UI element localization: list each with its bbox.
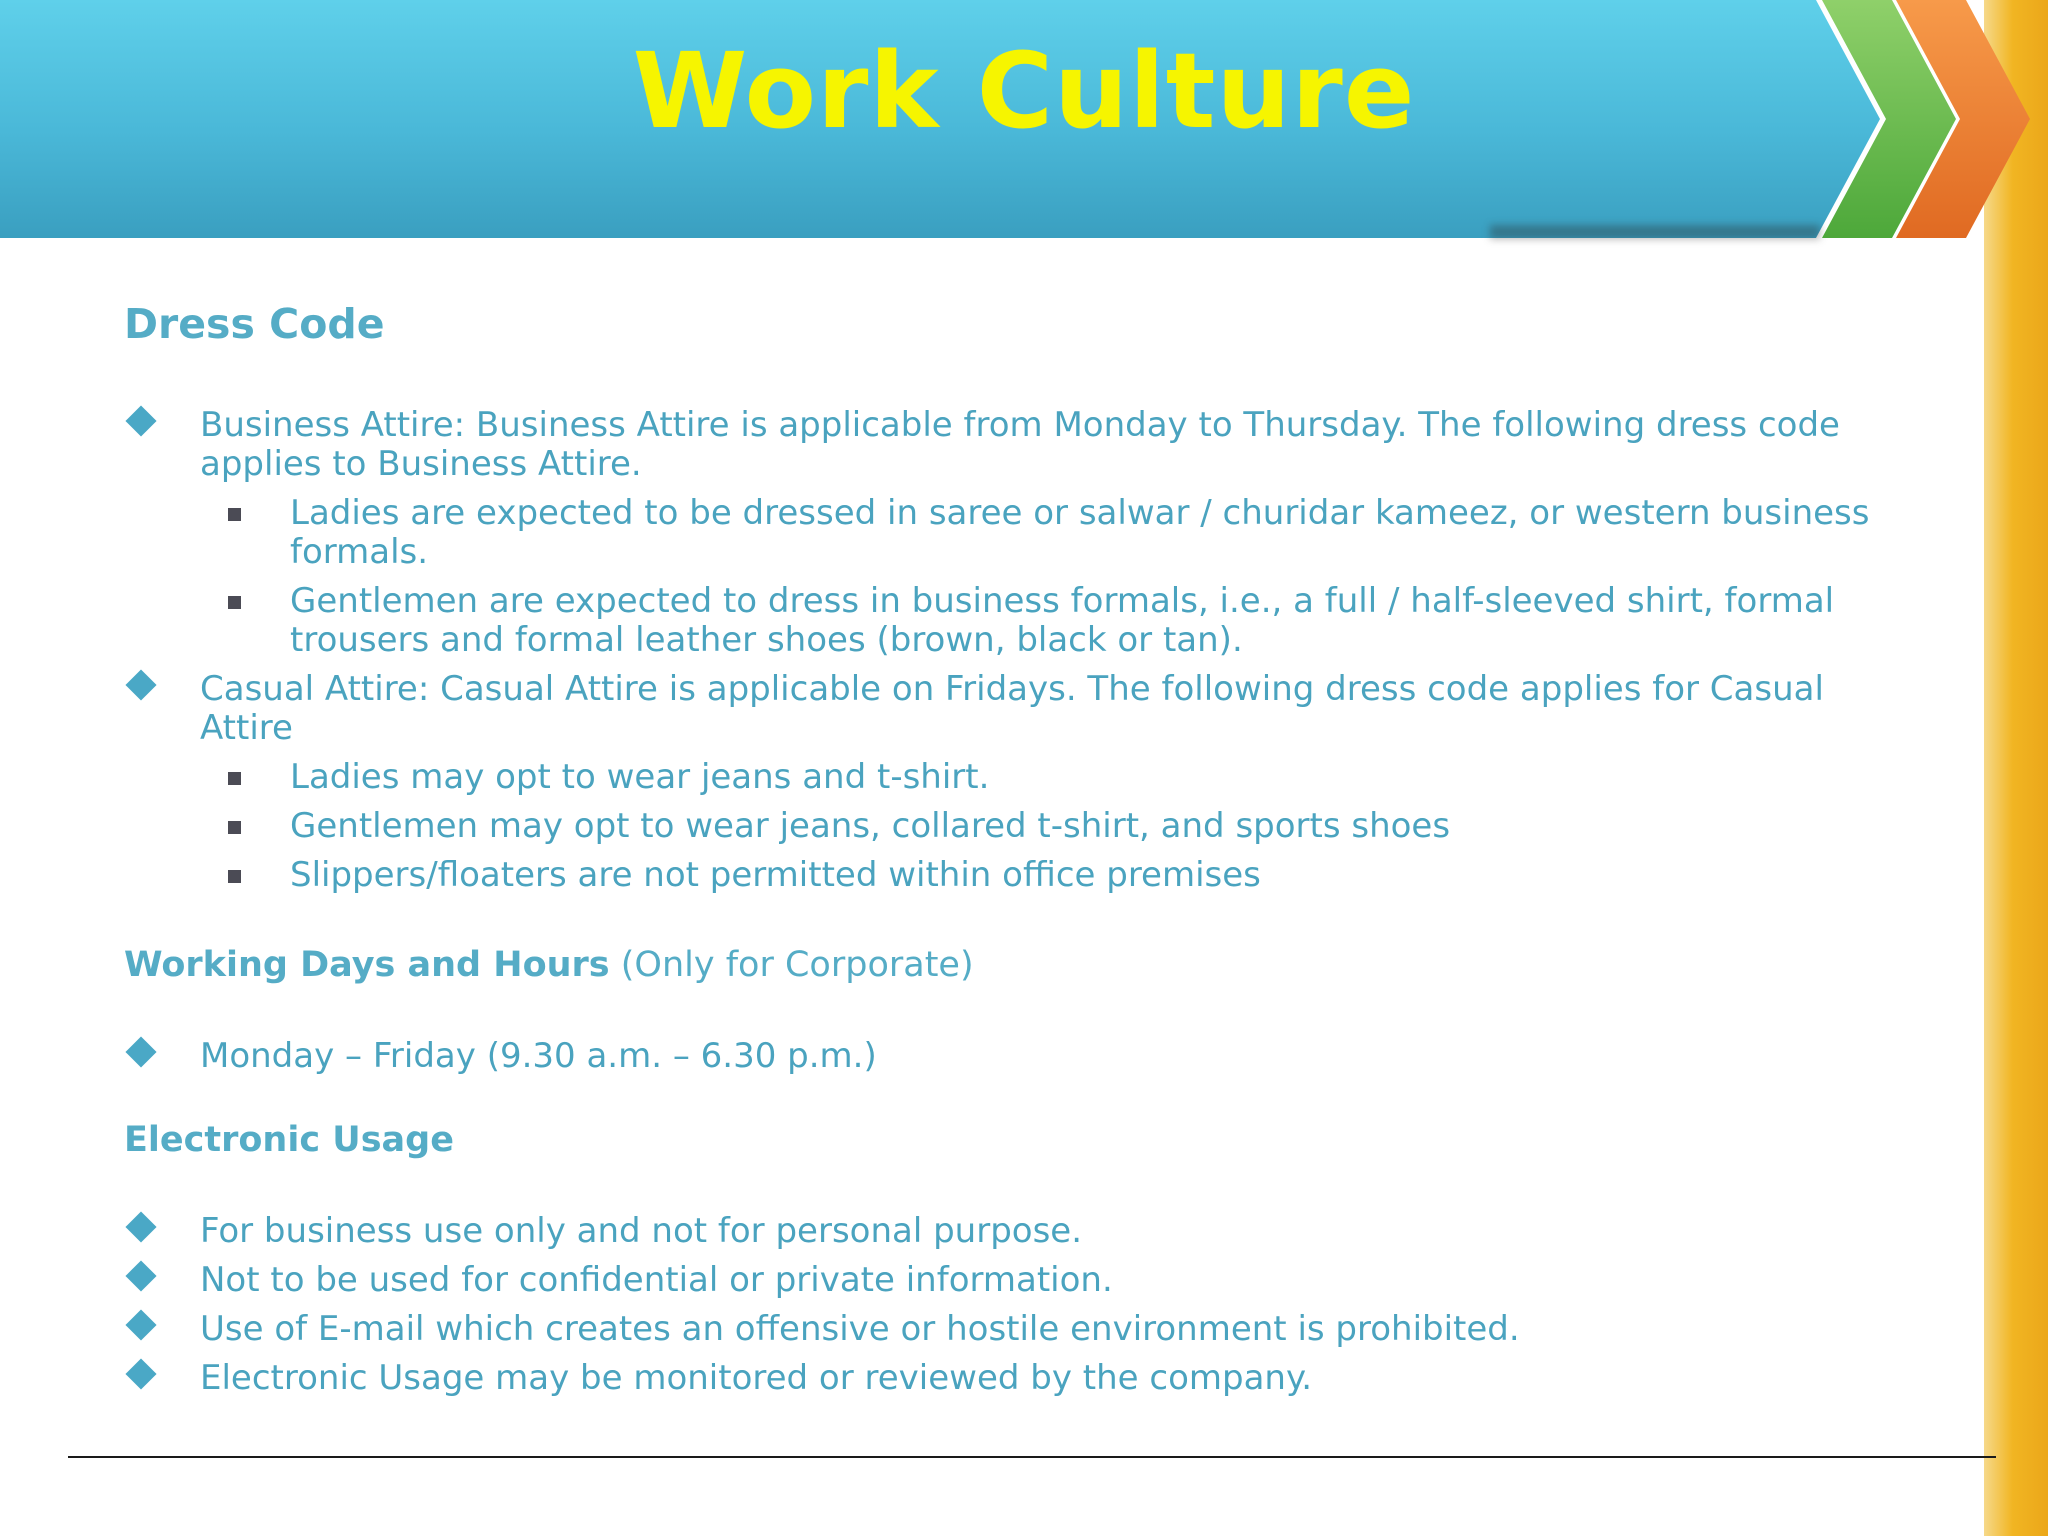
list-item <box>124 1037 1924 1076</box>
diamond-bullet-icon <box>125 669 156 700</box>
working-days-heading-bold: Working Days and Hours <box>124 945 610 985</box>
electronic-item-text: Not to be used for confidential or private information. <box>200 1260 1113 1300</box>
list-item <box>124 856 1924 895</box>
working-days-list <box>124 1037 1924 1076</box>
square-bullet-icon <box>228 508 241 521</box>
business-attire-text: Business Attire: Business Attire is applicable from Monday to Thursday. The following dress code applies to Business Attire. <box>200 405 1840 484</box>
list-item <box>124 406 1924 484</box>
casual-gentlemen-text: Gentlemen may opt to wear jeans, collared t-shirt, and sports shoes <box>290 806 1451 846</box>
list-item <box>124 1310 1924 1349</box>
side-accent-strip <box>1984 0 2048 1536</box>
electronic-usage-heading-text: Electronic Usage <box>124 1120 454 1160</box>
diamond-bullet-icon <box>125 1036 156 1067</box>
list-item <box>124 758 1924 797</box>
diamond-bullet-icon <box>125 1260 156 1291</box>
working-days-heading <box>124 945 1924 985</box>
list-item <box>124 494 1924 572</box>
list-item <box>124 1212 1924 1251</box>
square-bullet-icon <box>228 596 241 609</box>
business-ladies-text: Ladies are expected to be dressed in saree or salwar / churidar kameez, or western business formals. <box>290 493 1870 572</box>
electronic-item-text: Electronic Usage may be monitored or reviewed by the company. <box>200 1358 1313 1398</box>
business-gentlemen-text: Gentlemen are expected to dress in business formals, i.e., a full / half-sleeved shirt, formal trousers and formal leather shoes (brown, black or tan). <box>290 581 1835 660</box>
casual-attire-text: Casual Attire: Casual Attire is applicable on Fridays. The following dress code applies for Casual Attire <box>200 669 1824 748</box>
casual-ladies-text: Ladies may opt to wear jeans and t-shirt. <box>290 757 990 797</box>
electronic-item-text: For business use only and not for personal purpose. <box>200 1211 1083 1251</box>
footer-divider <box>68 1456 1996 1458</box>
diamond-bullet-icon <box>125 405 156 436</box>
list-item <box>124 1261 1924 1300</box>
dress-code-list <box>124 406 1924 895</box>
banner-shadow <box>1490 225 1820 239</box>
slide-title: Work Culture <box>632 30 1416 152</box>
list-item <box>124 807 1924 846</box>
working-hours-text: Monday – Friday (9.30 a.m. – 6.30 p.m.) <box>200 1036 877 1076</box>
electronic-item-text: Use of E-mail which creates an offensive or hostile environment is prohibited. <box>200 1309 1520 1349</box>
list-item <box>124 670 1924 748</box>
dress-code-heading: Dress Code <box>124 300 385 348</box>
diamond-bullet-icon <box>125 1358 156 1389</box>
slide-body <box>124 300 1924 1408</box>
casual-slippers-text: Slippers/floaters are not permitted within office premises <box>290 855 1261 895</box>
list-item <box>124 1359 1924 1398</box>
square-bullet-icon <box>228 772 241 785</box>
list-item <box>124 582 1924 660</box>
square-bullet-icon <box>228 870 241 883</box>
electronic-usage-list <box>124 1212 1924 1398</box>
diamond-bullet-icon <box>125 1211 156 1242</box>
square-bullet-icon <box>228 821 241 834</box>
working-days-heading-note: (Only for Corporate) <box>609 945 974 985</box>
electronic-usage-heading <box>124 1120 1924 1160</box>
diamond-bullet-icon <box>125 1309 156 1340</box>
